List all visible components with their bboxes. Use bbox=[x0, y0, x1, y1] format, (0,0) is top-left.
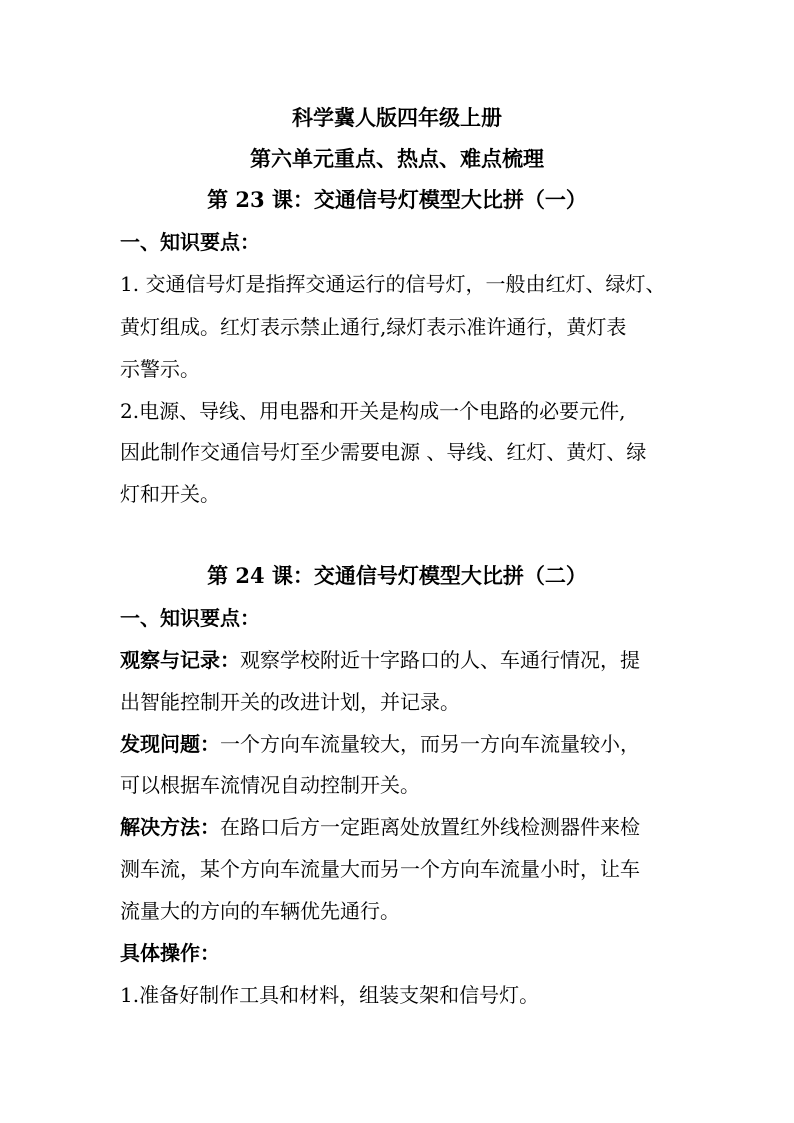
lesson-23-title: 第 23 课：交通信号灯模型大比拼（一） bbox=[207, 187, 587, 212]
problem-line-1 bbox=[120, 730, 680, 758]
observation-line-1 bbox=[120, 646, 680, 674]
lesson-23-paragraph-2-line-3: 灯和开关。 bbox=[120, 482, 220, 506]
solution-label: 解决方法： bbox=[120, 815, 220, 839]
operations-heading: 具体操作： bbox=[120, 941, 220, 965]
observation-line-2: 出智能控制开关的改进计划，并记录。 bbox=[120, 690, 460, 714]
lesson-23-paragraph-1-line-2: 黄灯组成。红灯表示禁止通行,绿灯表示准许通行，黄灯表 bbox=[120, 315, 627, 339]
document-subtitle: 第六单元重点、热点、难点梳理 bbox=[250, 146, 544, 171]
lesson-23-paragraph-1-line-3: 示警示。 bbox=[120, 357, 200, 381]
operations-step-1: 1.准备好制作工具和材料，组装支架和信号灯。 bbox=[120, 983, 540, 1007]
problem-label: 发现问题： bbox=[120, 732, 220, 756]
lesson-23-paragraph-2-line-2: 因此制作交通信号灯至少需要电源 、导线、红灯、黄灯、绿 bbox=[120, 440, 647, 464]
observation-label: 观察与记录： bbox=[120, 648, 240, 672]
problem-text: 一个方向车流量较大，而另一方向车流量较小， bbox=[220, 732, 640, 756]
document-title: 科学冀人版四年级上册 bbox=[292, 105, 502, 130]
lesson-24-section-heading: 一、知识要点： bbox=[120, 606, 260, 630]
lesson-23-section-heading: 一、知识要点： bbox=[120, 230, 260, 254]
solution-line-2: 测车流，某个方向车流量大而另一个方向车流量小时，让车 bbox=[120, 857, 640, 881]
lesson-23-paragraph-1-line-1: 1. 交通信号灯是指挥交通运行的信号灯，一般由红灯、绿灯、 bbox=[120, 272, 666, 296]
lesson-23-paragraph-2-line-1: 2.电源、导线、用电器和开关是构成一个电路的必要元件, bbox=[120, 399, 626, 423]
solution-line-3: 流量大的方向的车辆优先通行。 bbox=[120, 899, 400, 923]
solution-text: 在路口后方一定距离处放置红外线检测器件来检 bbox=[220, 815, 640, 839]
observation-text: 观察学校附近十字路口的人、车通行情况，提 bbox=[240, 648, 640, 672]
solution-line-1 bbox=[120, 813, 680, 841]
lesson-24-title: 第 24 课：交通信号灯模型大比拼（二） bbox=[207, 563, 587, 588]
problem-line-2: 可以根据车流情况自动控制开关。 bbox=[120, 773, 420, 797]
